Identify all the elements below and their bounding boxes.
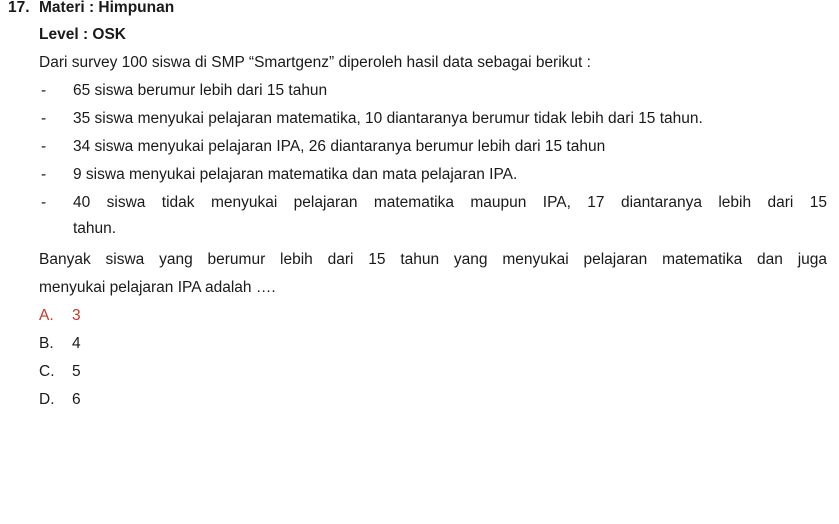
option-value: 3: [72, 307, 81, 324]
bullet-text: 9 siswa menyukai pelajaran matematika dan mata pelajaran IPA.: [73, 166, 518, 183]
option-letter: D.: [39, 391, 55, 408]
question-number: 17.: [8, 0, 30, 16]
bullet-dash: -: [41, 110, 47, 127]
bullet-dash: -: [41, 138, 47, 155]
answer-option-a[interactable]: [39, 306, 81, 326]
option-value: 4: [72, 335, 81, 352]
bullet-text: 40 siswa tidak menyukai pelajaran matematika maupun IPA, 17 diantaranya lebih dari 15: [73, 194, 827, 211]
bullet-text: 65 siswa berumur lebih dari 15 tahun: [73, 82, 328, 99]
bullet-text: 34 siswa menyukai pelajaran IPA, 26 diantaranya berumur lebih dari 15 tahun: [73, 138, 606, 155]
bullet-text-continuation: tahun.: [73, 220, 117, 237]
bullet-text: 35 siswa menyukai pelajaran matematika, 10 diantaranya berumur tidak lebih dari 15 tahun.: [73, 110, 703, 127]
answer-option-c[interactable]: [39, 362, 81, 382]
question-prompt-continuation: menyukai pelajaran IPA adalah ….: [39, 279, 276, 296]
option-letter: C.: [39, 363, 55, 380]
option-value: 5: [72, 363, 81, 380]
question-intro: Dari survey 100 siswa di SMP “Smartgenz” diperoleh hasil data sebagai berikut :: [39, 54, 591, 71]
bullet-dash: -: [41, 166, 47, 183]
question-header: [8, 0, 174, 18]
question-prompt: Banyak siswa yang berumur lebih dari 15 tahun yang menyukai pelajaran matematika dan juga: [39, 251, 827, 268]
bullet-dash: -: [41, 82, 47, 99]
option-letter: B.: [39, 335, 54, 352]
question-level: Level : OSK: [39, 26, 126, 43]
option-value: 6: [72, 391, 81, 408]
question-topic: Materi : Himpunan: [39, 0, 175, 16]
option-letter: A.: [39, 307, 54, 324]
answer-option-b[interactable]: [39, 334, 81, 354]
bullet-dash: -: [41, 194, 47, 211]
answer-option-d[interactable]: [39, 390, 81, 410]
